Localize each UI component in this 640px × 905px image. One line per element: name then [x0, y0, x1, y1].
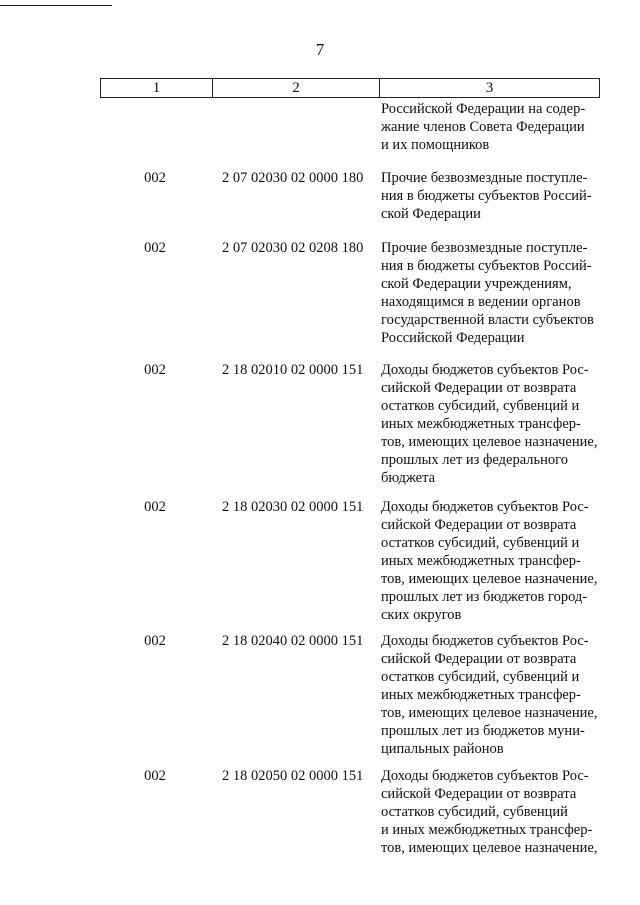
corner-rule — [0, 5, 112, 6]
admin-code: 002 — [144, 633, 166, 649]
admin-code: 002 — [144, 499, 166, 515]
desc-line: сийской Федерации от возврата — [381, 786, 577, 802]
desc-line: и их помощников — [381, 137, 490, 153]
desc-line: Доходы бюджетов субъектов Рос- — [381, 499, 589, 515]
column-header-table — [100, 78, 600, 98]
income-description — [381, 632, 611, 758]
budget-classification-code: 2 18 02050 02 0000 151 — [222, 768, 364, 784]
desc-line: ния в бюджеты субъектов Россий- — [381, 258, 592, 274]
desc-line: остатков субсидий, субвенций — [381, 804, 568, 820]
desc-line: Доходы бюджетов субъектов Рос- — [381, 768, 589, 784]
column-header-1: 1 — [101, 79, 213, 98]
continuation-text — [381, 100, 611, 154]
desc-line: ской Федерации — [381, 206, 481, 222]
desc-line: остатков субсидий, субвенций и — [381, 669, 580, 685]
desc-line: ских округов — [381, 607, 462, 623]
desc-line: Прочие безвозмездные поступле- — [381, 240, 588, 256]
desc-line: ципальных районов — [381, 741, 504, 757]
admin-code: 002 — [144, 362, 166, 378]
income-description — [381, 169, 611, 223]
column-header-3: 3 — [380, 79, 600, 98]
budget-classification-code: 2 07 02030 02 0000 180 — [222, 170, 364, 186]
desc-line: иных межбюджетных трансфер- — [381, 553, 581, 569]
desc-line: тов, имеющих целевое назначение, — [381, 840, 598, 856]
budget-classification-code: 2 18 02010 02 0000 151 — [222, 362, 364, 378]
desc-line: Доходы бюджетов субъектов Рос- — [381, 362, 589, 378]
desc-line: находящимся в ведении органов — [381, 294, 581, 310]
desc-line: остатков субсидий, субвенций и — [381, 398, 580, 414]
page-number: 7 — [315, 40, 325, 59]
desc-line: Российской Федерации — [381, 330, 525, 346]
desc-line: прошлых лет из бюджетов муни- — [381, 723, 585, 739]
admin-code: 002 — [144, 240, 166, 256]
desc-line: Доходы бюджетов субъектов Рос- — [381, 633, 589, 649]
desc-line: прошлых лет из федерального — [381, 452, 568, 468]
desc-line: государственной власти субъектов — [381, 312, 594, 328]
income-description — [381, 361, 611, 487]
desc-line: жание членов Совета Федерации — [381, 119, 585, 135]
desc-line: тов, имеющих целевое назначение, — [381, 705, 598, 721]
budget-classification-code: 2 07 02030 02 0208 180 — [222, 240, 364, 256]
desc-line: сийской Федерации от возврата — [381, 517, 577, 533]
budget-classification-code: 2 18 02040 02 0000 151 — [222, 633, 364, 649]
desc-line: иных межбюджетных трансфер- — [381, 416, 581, 432]
desc-line: сийской Федерации от возврата — [381, 380, 577, 396]
desc-line: бюджета — [381, 470, 436, 486]
column-header-2: 2 — [213, 79, 380, 98]
income-description — [381, 239, 611, 347]
desc-line: иных межбюджетных трансфер- — [381, 687, 581, 703]
desc-line: Российской Федерации на содер- — [381, 101, 586, 117]
budget-classification-code: 2 18 02030 02 0000 151 — [222, 499, 364, 515]
desc-line: остатков субсидий, субвенций и — [381, 535, 580, 551]
desc-line: ния в бюджеты субъектов Россий- — [381, 188, 592, 204]
income-description — [381, 498, 611, 624]
desc-line: прошлых лет из бюджетов город- — [381, 589, 588, 605]
admin-code: 002 — [144, 768, 166, 784]
desc-line: сийской Федерации от возврата — [381, 651, 577, 667]
desc-line: ской Федерации учреждениям, — [381, 276, 572, 292]
desc-line: тов, имеющих целевое назначение, — [381, 434, 598, 450]
desc-line: тов, имеющих целевое назначение, — [381, 571, 598, 587]
desc-line: и иных межбюджетных трансфер- — [381, 822, 593, 838]
admin-code: 002 — [144, 170, 166, 186]
desc-line: Прочие безвозмездные поступле- — [381, 170, 588, 186]
income-description — [381, 767, 611, 857]
